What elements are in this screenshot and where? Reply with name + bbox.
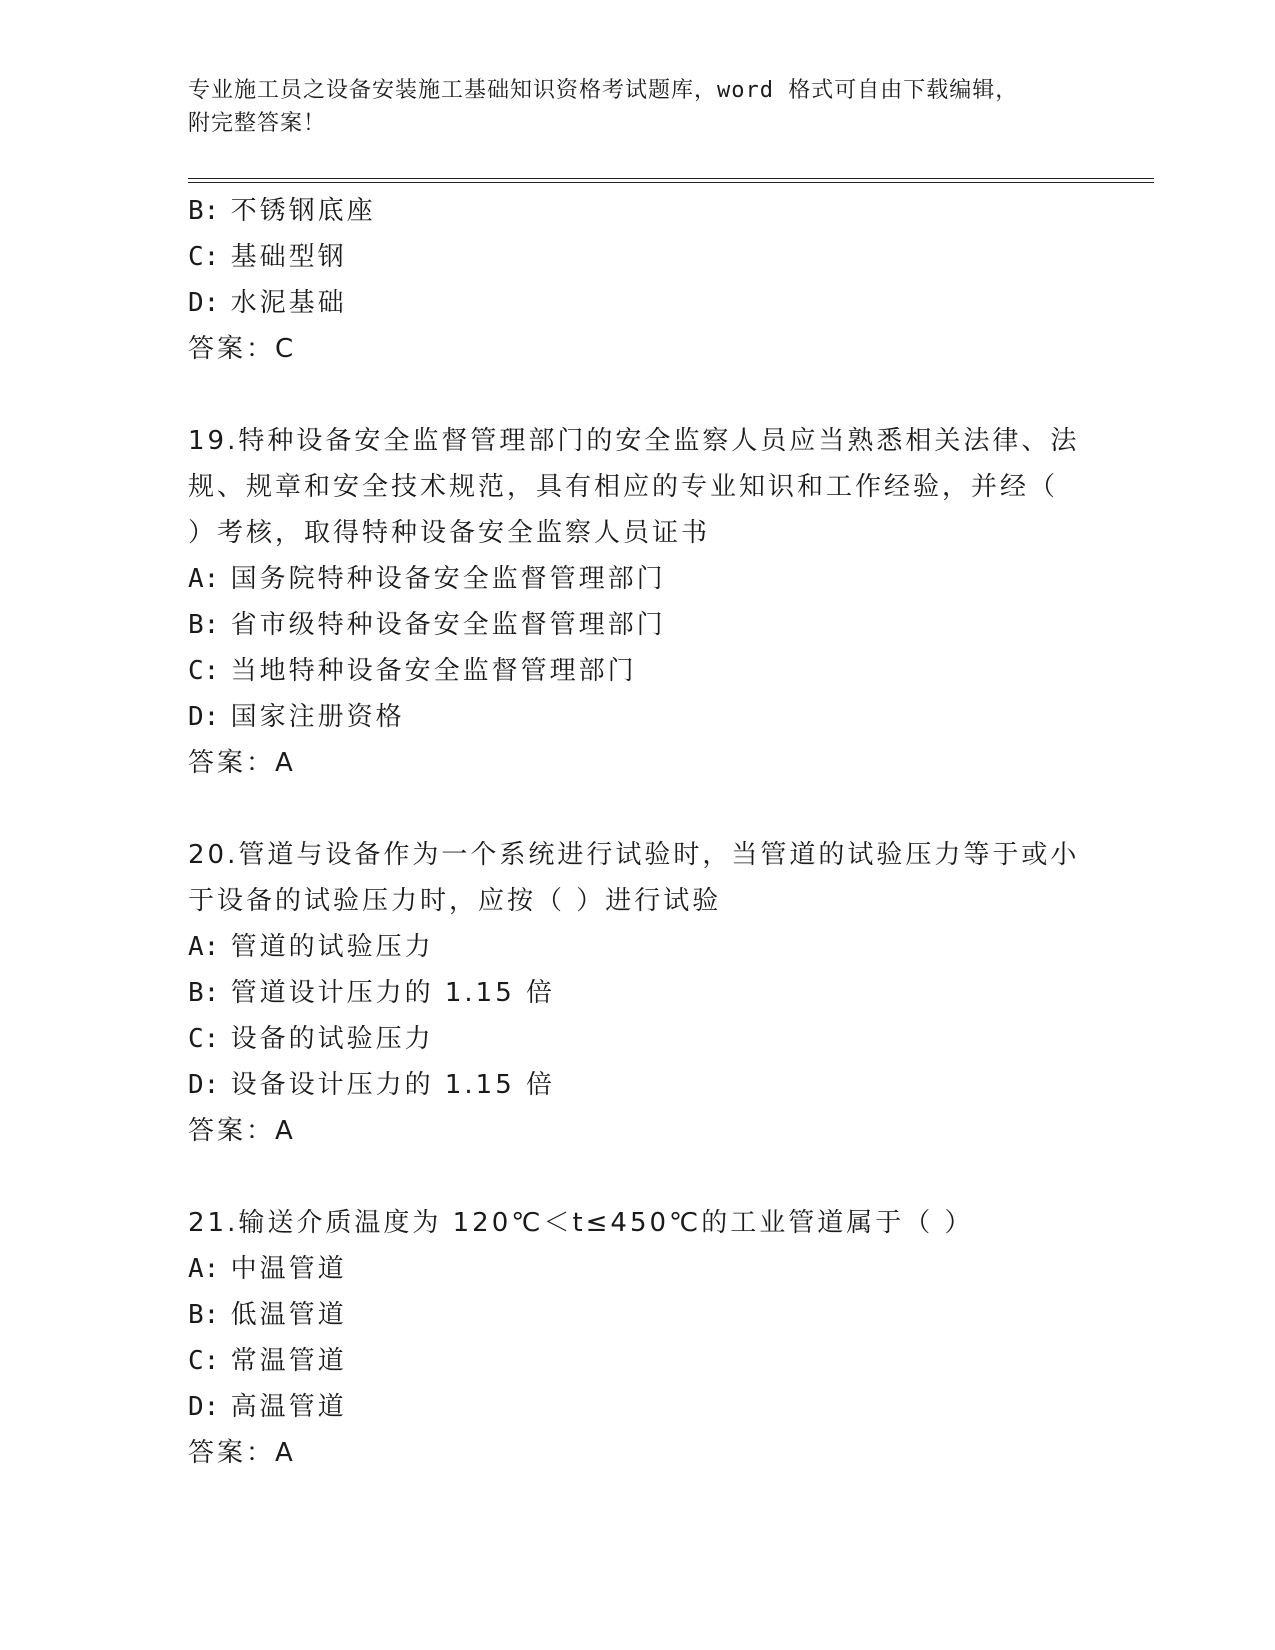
option-label: C: — [188, 242, 220, 272]
option-text: 国家注册资格 — [230, 702, 405, 732]
option-text: 设备的试验压力 — [230, 1024, 434, 1054]
option-label: D: — [188, 1070, 220, 1100]
option-text: 低温管道 — [230, 1300, 347, 1330]
option-d — [188, 1384, 1088, 1430]
question-stem-line: 规、规章和安全技术规范，具有相应的专业知识和工作经验，并经（ — [188, 472, 1059, 502]
question-stem-line: 20.管道与设备作为一个系统进行试验时，当管道的试验压力等于或小 — [188, 840, 1080, 870]
question-21 — [188, 1200, 1088, 1476]
option-c — [188, 648, 1088, 694]
question-20 — [188, 832, 1088, 1154]
option-a — [188, 924, 1088, 970]
option-text: 高温管道 — [230, 1392, 347, 1422]
option-label: A: — [188, 564, 220, 594]
question-list — [188, 188, 1088, 1476]
option-d — [188, 280, 1088, 326]
option-c — [188, 1016, 1088, 1062]
question-18-continued — [188, 188, 1088, 372]
option-label: D: — [188, 1392, 220, 1422]
option-a — [188, 556, 1088, 602]
question-stem-line: ）考核，取得特种设备安全监察人员证书 — [188, 518, 711, 548]
answer-line: 答案：C — [188, 334, 297, 364]
question-stem-line: 21.输送介质温度为 120℃＜t≤450℃的工业管道属于（ ） — [188, 1208, 974, 1238]
option-label: A: — [188, 1254, 220, 1284]
option-text: 常温管道 — [230, 1346, 347, 1376]
option-text: 当地特种设备安全监督管理部门 — [230, 656, 637, 686]
option-label: C: — [188, 1346, 220, 1376]
option-text: 管道的试验压力 — [230, 932, 434, 962]
option-label: B: — [188, 978, 220, 1008]
option-label: B: — [188, 610, 220, 640]
option-d — [188, 694, 1088, 740]
option-c — [188, 234, 1088, 280]
option-text: 设备设计压力的 1.15 倍 — [230, 1070, 555, 1100]
option-c — [188, 1338, 1088, 1384]
option-text: 基础型钢 — [230, 242, 347, 272]
option-label: B: — [188, 196, 220, 226]
question-19 — [188, 418, 1088, 786]
question-stem-line: 19.特种设备安全监督管理部门的安全监察人员应当熟悉相关法律、法 — [188, 426, 1080, 456]
answer-line: 答案：A — [188, 1116, 296, 1146]
option-text: 水泥基础 — [230, 288, 347, 318]
question-stem-line: 于设备的试验压力时，应按（ ）进行试验 — [188, 886, 722, 916]
option-b — [188, 1292, 1088, 1338]
option-label: D: — [188, 288, 220, 318]
answer-line: 答案：A — [188, 748, 296, 778]
option-label: C: — [188, 1024, 220, 1054]
document-header — [188, 74, 1088, 140]
option-b — [188, 188, 1088, 234]
option-a — [188, 1246, 1088, 1292]
option-text: 省市级特种设备安全监督管理部门 — [230, 610, 666, 640]
option-label: A: — [188, 932, 220, 962]
option-b — [188, 602, 1088, 648]
option-label: D: — [188, 702, 220, 732]
header-double-rule — [188, 178, 1154, 183]
option-text: 管道设计压力的 1.15 倍 — [230, 978, 555, 1008]
option-text: 国务院特种设备安全监督管理部门 — [230, 564, 666, 594]
option-label: B: — [188, 1300, 220, 1330]
option-text: 不锈钢底座 — [230, 196, 376, 226]
option-d — [188, 1062, 1088, 1108]
option-label: C: — [188, 656, 220, 686]
header-title-line-1: 专业施工员之设备安装施工基础知识资格考试题库，word 格式可自由下载编辑， — [188, 78, 1019, 103]
header-title-line-2: 附完整答案！ — [188, 111, 327, 136]
option-text: 中温管道 — [230, 1254, 347, 1284]
option-b — [188, 970, 1088, 1016]
answer-line: 答案：A — [188, 1438, 296, 1468]
